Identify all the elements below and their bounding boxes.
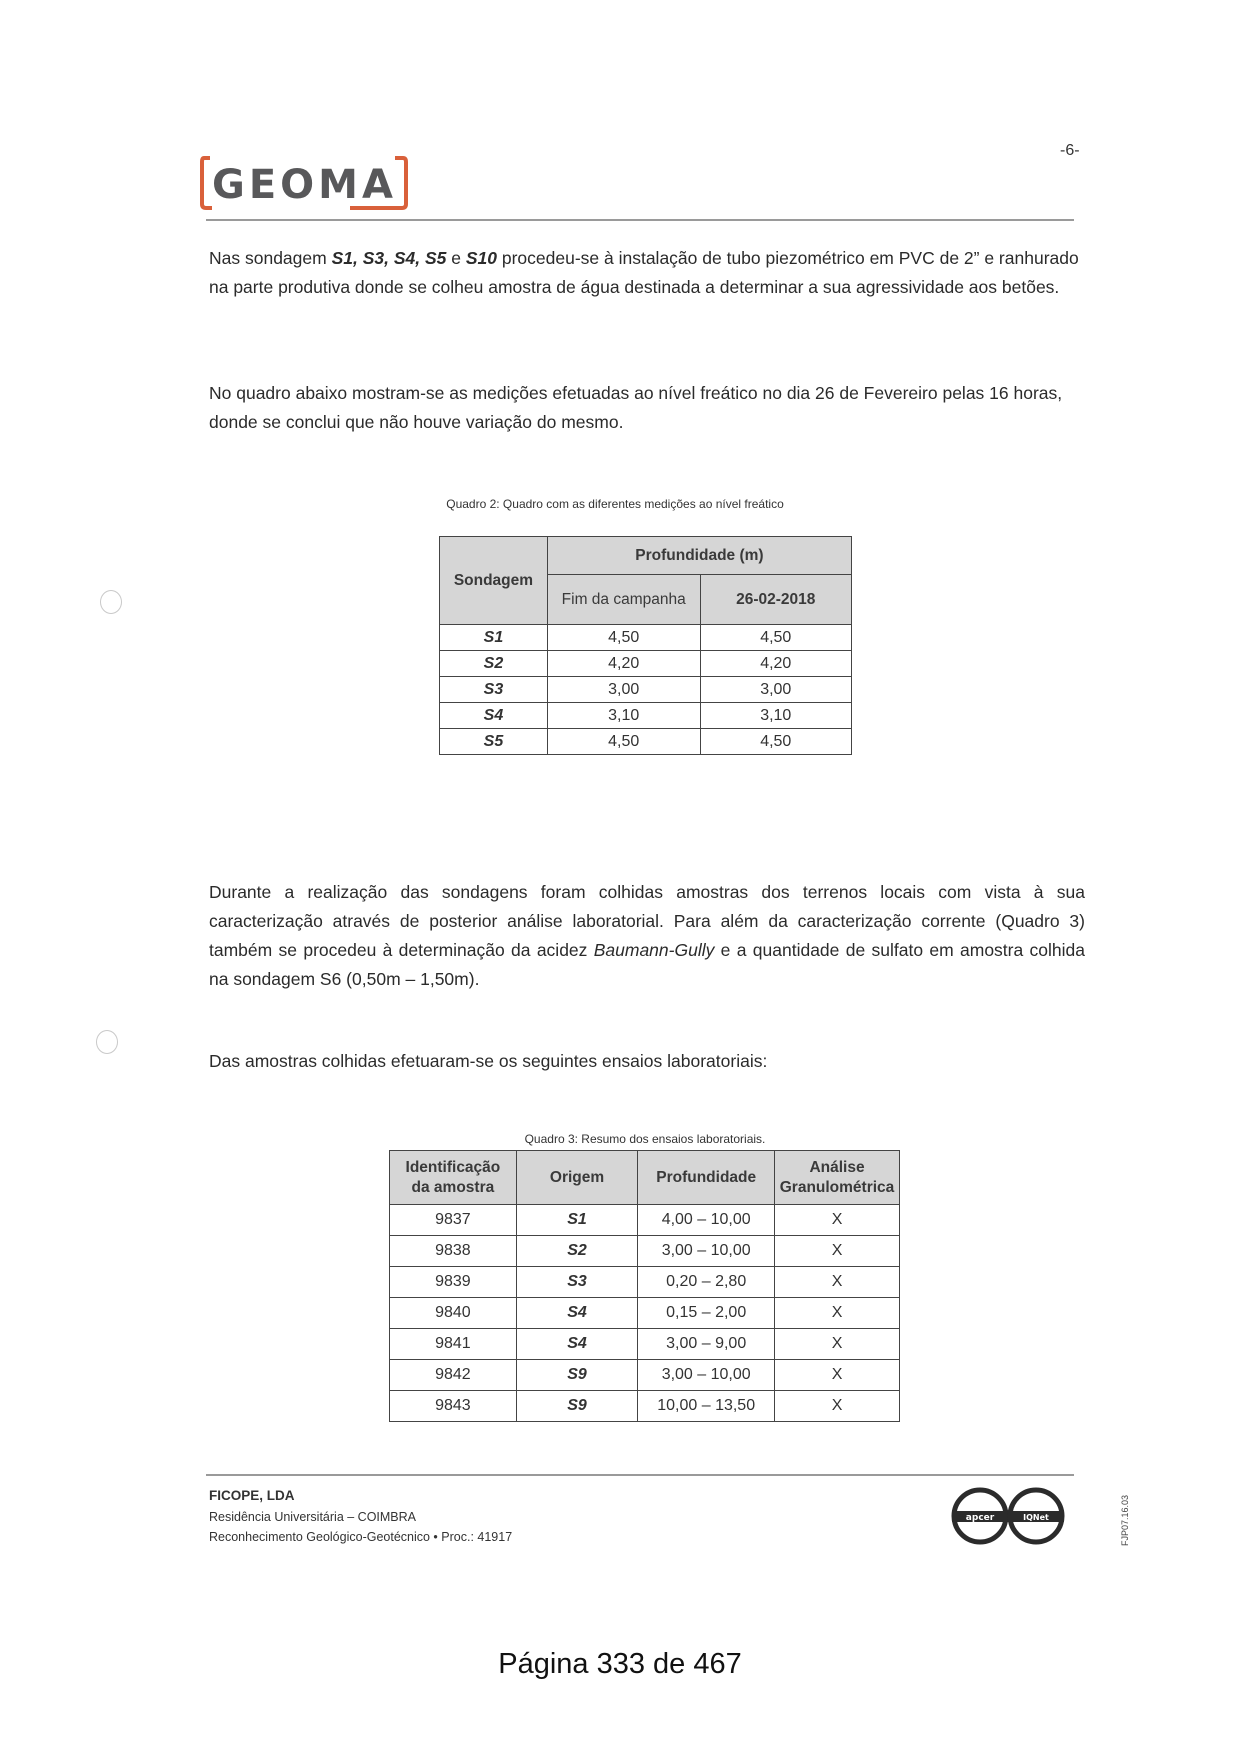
cell-analise: X bbox=[775, 1360, 900, 1391]
cell-sondagem: S5 bbox=[440, 729, 548, 755]
header-text: Análise bbox=[809, 1158, 865, 1176]
cell-analise: X bbox=[775, 1236, 900, 1267]
header-text: Identificação bbox=[405, 1158, 501, 1176]
table-row bbox=[390, 1391, 900, 1422]
cell-profundidade: 4,00 – 10,00 bbox=[638, 1205, 775, 1236]
punch-hole bbox=[100, 590, 122, 614]
cell-data: 3,10 bbox=[700, 703, 851, 729]
table-row bbox=[440, 677, 852, 703]
cell-origem: S9 bbox=[516, 1391, 638, 1422]
header-divider bbox=[206, 219, 1074, 221]
cell-analise: X bbox=[775, 1205, 900, 1236]
cell-profundidade: 3,00 – 10,00 bbox=[638, 1236, 775, 1267]
cell-profundidade: 3,00 – 10,00 bbox=[638, 1360, 775, 1391]
col-fim-campanha: Fim da campanha bbox=[547, 575, 700, 625]
paragraph-lab-tests: Das amostras colhidas efetuaram-se os seguintes ensaios laboratoriais: bbox=[209, 1051, 768, 1071]
paragraph-text: Nas sondagem bbox=[209, 248, 332, 268]
cell-sondagem: S3 bbox=[440, 677, 548, 703]
cell-id: 9838 bbox=[390, 1236, 517, 1267]
col-identificacao bbox=[390, 1151, 517, 1205]
table-row bbox=[440, 703, 852, 729]
col-analise bbox=[775, 1151, 900, 1205]
cell-analise: X bbox=[775, 1391, 900, 1422]
page-number: -6- bbox=[1060, 142, 1080, 159]
paragraph-text: procedeu-se à instalação de tubo piezométrico em PVC de 2” e ranhurado na parte produtiva donde se colheu amostra de água destinada a determinar a sua agressividade aos betões. bbox=[209, 248, 1079, 297]
table-row bbox=[390, 1298, 900, 1329]
cell-fim: 4,20 bbox=[547, 651, 700, 677]
table-row bbox=[440, 651, 852, 677]
cell-sondagem: S2 bbox=[440, 651, 548, 677]
col-origem: Origem bbox=[516, 1151, 638, 1205]
footer-process: Reconhecimento Geológico-Geotécnico • Proc.: 41917 bbox=[209, 1530, 513, 1544]
col-profundidade: Profundidade (m) bbox=[547, 537, 851, 575]
footer-address: Residência Universitária – COIMBRA bbox=[209, 1510, 417, 1524]
geoma-logo-graphic bbox=[200, 150, 420, 216]
cell-profundidade: 0,15 – 2,00 bbox=[638, 1298, 775, 1329]
cell-origem: S3 bbox=[516, 1267, 638, 1298]
sondagem-list: S1, S3, S4, S5 bbox=[331, 248, 447, 268]
apcer-logo bbox=[952, 1490, 1008, 1542]
cell-origem: S2 bbox=[516, 1236, 638, 1267]
cell-origem: S4 bbox=[516, 1329, 638, 1360]
header-text: Granulométrica bbox=[779, 1178, 895, 1196]
cell-id: 9842 bbox=[390, 1360, 517, 1391]
table-row bbox=[440, 625, 852, 651]
footer-company: FICOPE, LDA bbox=[209, 1488, 295, 1503]
cell-fim: 4,50 bbox=[547, 625, 700, 651]
table-row bbox=[390, 1205, 900, 1236]
col-profundidade: Profundidade bbox=[638, 1151, 775, 1205]
cell-origem: S9 bbox=[516, 1360, 638, 1391]
quadro3-caption: Quadro 3: Resumo dos ensaios laboratoriais. bbox=[524, 1132, 766, 1146]
paragraph-text: e bbox=[446, 248, 466, 268]
cell-profundidade: 0,20 – 2,80 bbox=[638, 1267, 775, 1298]
cell-fim: 3,00 bbox=[547, 677, 700, 703]
iqnet-label: IQNet bbox=[1023, 1513, 1049, 1522]
quadro3-table bbox=[389, 1150, 900, 1422]
cell-fim: 4,50 bbox=[547, 729, 700, 755]
paragraph-text: Durante a realização das sondagens foram colhidas amostras dos terrenos locais com vista à sua caracterização através de posterior análise laboratorial. Para além da caracterização corrente (Quadro 3) também se procedeu à determinação da acidez bbox=[209, 882, 1085, 960]
footer-divider bbox=[206, 1474, 1074, 1476]
cell-sondagem: S4 bbox=[440, 703, 548, 729]
cell-data: 3,00 bbox=[700, 677, 851, 703]
document-code: FJP07.16.03 bbox=[1120, 1494, 1130, 1546]
table-row bbox=[440, 729, 852, 755]
cell-analise: X bbox=[775, 1267, 900, 1298]
cell-analise: X bbox=[775, 1329, 900, 1360]
apcer-label: apcer bbox=[965, 1513, 995, 1523]
cell-profundidade: 3,00 – 9,00 bbox=[638, 1329, 775, 1360]
cell-origem: S1 bbox=[516, 1205, 638, 1236]
geoma-logo bbox=[200, 150, 420, 216]
table-row bbox=[390, 1360, 900, 1391]
certification-logos bbox=[948, 1484, 1068, 1548]
col-data: 26-02-2018 bbox=[700, 575, 851, 625]
quadro2-table bbox=[439, 536, 852, 755]
cell-data: 4,20 bbox=[700, 651, 851, 677]
cell-id: 9839 bbox=[390, 1267, 517, 1298]
header-text: da amostra bbox=[411, 1178, 495, 1196]
quadro2-caption: Quadro 2: Quadro com as diferentes medições ao nível freático bbox=[446, 497, 784, 511]
cell-data: 4,50 bbox=[700, 729, 851, 755]
cell-analise: X bbox=[775, 1298, 900, 1329]
cell-id: 9841 bbox=[390, 1329, 517, 1360]
paragraph-piezometer bbox=[209, 244, 1085, 302]
logo-text: GEOMA bbox=[212, 162, 397, 208]
cell-id: 9840 bbox=[390, 1298, 517, 1329]
table-row bbox=[390, 1267, 900, 1298]
cell-id: 9837 bbox=[390, 1205, 517, 1236]
paragraph-sampling bbox=[209, 878, 1085, 994]
punch-hole bbox=[96, 1030, 118, 1054]
table-row bbox=[390, 1329, 900, 1360]
table-row bbox=[390, 1236, 900, 1267]
iqnet-logo bbox=[1008, 1490, 1064, 1542]
paragraph-water-level: No quadro abaixo mostram-se as medições efetuadas ao nível freático no dia 26 de Fevereiro pelas 16 horas, donde se conclui que não houve variação do mesmo. bbox=[209, 383, 1063, 432]
cell-origem: S4 bbox=[516, 1298, 638, 1329]
cell-id: 9843 bbox=[390, 1391, 517, 1422]
cell-data: 4,50 bbox=[700, 625, 851, 651]
cell-sondagem: S1 bbox=[440, 625, 548, 651]
page-counter: Página 333 de 467 bbox=[498, 1648, 742, 1680]
method-name: Baumann-Gully bbox=[593, 940, 715, 960]
cell-profundidade: 10,00 – 13,50 bbox=[638, 1391, 775, 1422]
sondagem-s10: S10 bbox=[465, 248, 497, 268]
cell-fim: 3,10 bbox=[547, 703, 700, 729]
paragraph-text: e a quantidade de sulfato em amostra colhida na sondagem S6 (0,50m – 1,50m). bbox=[209, 940, 1085, 989]
col-sondagem: Sondagem bbox=[440, 537, 548, 625]
